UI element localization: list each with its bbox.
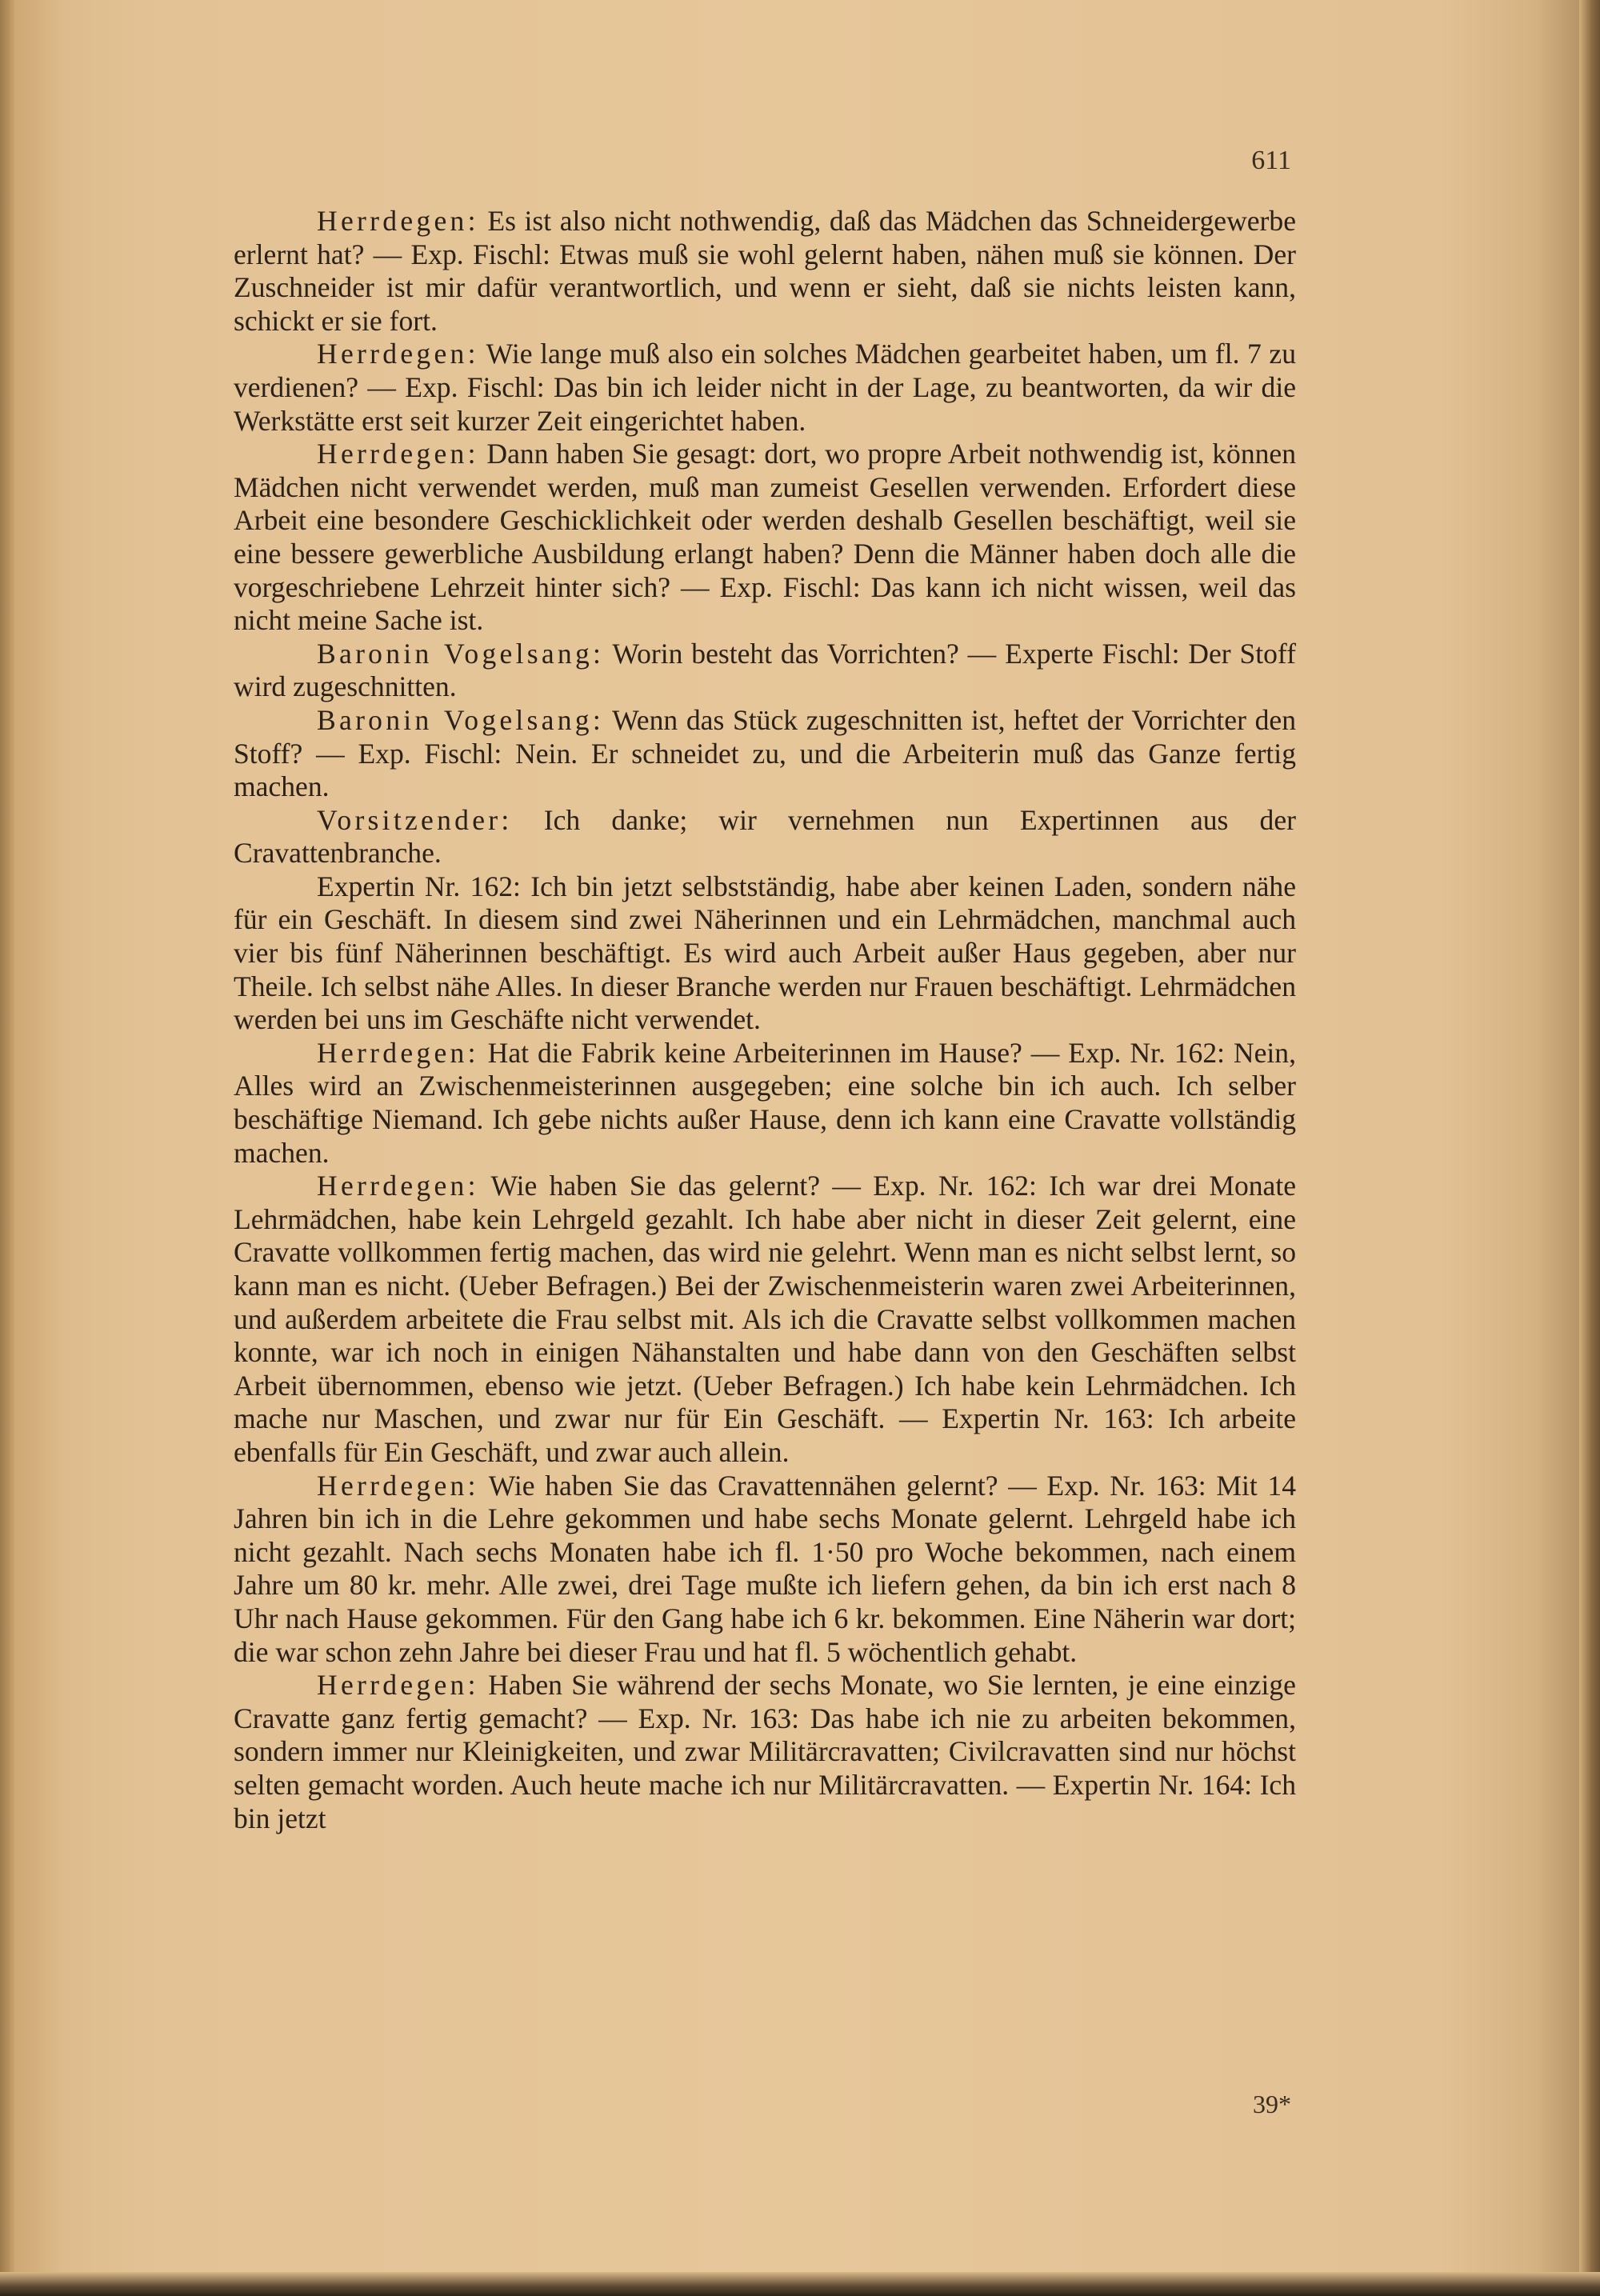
speaker-name: Herrdegen: xyxy=(317,438,479,470)
speaker-name: Herrdegen: xyxy=(317,1036,479,1069)
paragraph xyxy=(234,338,1296,438)
paragraph-text: Dann haben Sie gesagt: dort, wo propre Arbeit nothwendig ist, können Mädchen nicht verwendet werden, muß man zumeist Gesellen verwenden. Erfordert diese Arbeit eine besondere Geschicklichkeit oder werden deshalb Gesellen beschäftigt, weil sie eine bessere gewerbliche Ausbildung erlangt haben? Denn die Männer haben doch alle die vorgeschriebene Lehrzeit hinter sich? — Exp. Fischl: Das kann ich nicht wissen, weil das nicht meine Sache ist. xyxy=(234,438,1296,637)
paragraph-text: Expertin Nr. 162: Ich bin jetzt selbstständig, habe aber keinen Laden, sondern nähe für ein Geschäft. In diesem sind zwei Näherinnen und ein Lehrmädchen, manchmal auch vier bis fünf Näherinnen beschäftigt. Es wird auch Arbeit außer Haus gegeben, aber nur Theile. Ich selbst nähe Alles. In dieser Branche werden nur Frauen beschäftigt. Lehrmädchen werden bei uns im Geschäfte nicht verwendet. xyxy=(234,870,1296,1036)
speaker-name: Baronin Vogelsang: xyxy=(317,637,605,670)
speaker-name: Baronin Vogelsang: xyxy=(317,703,605,736)
paragraph xyxy=(234,1170,1296,1469)
speaker-name: Herrdegen: xyxy=(317,205,479,237)
speaker-name: Vorsitzender: xyxy=(317,803,513,836)
speaker-name: Herrdegen: xyxy=(317,1170,479,1202)
body-text xyxy=(234,205,1296,1835)
paragraph xyxy=(234,870,1296,1037)
page-gutter xyxy=(0,0,14,2296)
paragraph-text: Hat die Fabrik keine Arbeiterinnen im Hause? — Exp. Nr. 162: Nein, Alles wird an Zwischenmeisterinnen ausgegeben; eine solche bin ich auch. Ich selber beschäftige Niemand. Ich gebe nichts außer Hause, denn ich kann eine Cravatte vollständig machen. xyxy=(234,1036,1296,1169)
speaker-name: Herrdegen: xyxy=(317,338,479,370)
speaker-name: Herrdegen: xyxy=(317,1469,479,1502)
page-edge-right xyxy=(1579,0,1600,2296)
paragraph-text: Es ist also nicht nothwendig, daß das Mädchen das Schneidergewerbe erlernt hat? — Exp. Fischl: Etwas muß sie wohl gelernt haben, nähen muß sie können. Der Zuschneider ist mir dafür verantwortlich, und wenn er sieht, daß sie nichts leisten kann, schickt er sie fort. xyxy=(234,205,1296,337)
paragraph xyxy=(234,438,1296,638)
paragraph xyxy=(234,1037,1296,1170)
sheet-signature: 39* xyxy=(1253,2090,1291,2118)
paragraph xyxy=(234,205,1296,338)
paragraph-text: Ich danke; wir vernehmen nun Expertinnen aus der Cravattenbranche. xyxy=(234,803,1296,870)
paragraph-text: Haben Sie während der sechs Monate, wo Sie lernten, je eine einzige Cravatte ganz fertig gemacht? — Exp. Nr. 163: Das habe ich nie zu arbeiten bekommen, sondern immer nur Kleinigkeiten, und zwar Militärcravatten; Civilcravatten sind nur höchst selten gemacht worden. Auch heute mache ich nur Militärcravatten. — Expertin Nr. 164: Ich bin jetzt xyxy=(234,1669,1296,1834)
paragraph xyxy=(234,1669,1296,1835)
paragraph xyxy=(234,638,1296,704)
paragraph xyxy=(234,704,1296,804)
paragraph-text: Wie lange muß also ein solches Mädchen gearbeitet haben, um fl. 7 zu verdienen? — Exp. Fischl: Das bin ich leider nicht in der Lage, zu beantworten, da wir die Werkstätte erst seit kurzer Zeit eingerichtet haben. xyxy=(234,338,1296,437)
paragraph-text: Wenn das Stück zugeschnitten ist, heftet der Vorrichter den Stoff? — Exp. Fischl: Nein. Er schneidet zu, und die Arbeiterin muß das Ganze fertig machen. xyxy=(234,703,1296,803)
paragraph-text: Wie haben Sie das Cravattennähen gelernt? — Exp. Nr. 163: Mit 14 Jahren bin ich in die Lehre gekommen und habe sechs Monate gelernt. Lehrgeld habe ich nicht gezahlt. Nach sechs Monaten habe ich fl. 1·50 pro Woche bekommen, nach einem Jahre um 80 kr. mehr. Alle zwei, drei Tage mußte ich liefern gehen, da bin ich erst nach 8 Uhr nach Hause gekommen. Für den Gang habe ich 6 kr. bekommen. Eine Näherin war dort; die war schon zehn Jahre bei dieser Frau und hat fl. 5 wöchentlich gehabt. xyxy=(234,1469,1296,1668)
page-edge-bottom xyxy=(0,2272,1600,2296)
paragraph-text: Worin besteht das Vorrichten? — Experte Fischl: Der Stoff wird zugeschnitten. xyxy=(234,637,1296,703)
paragraph-text: Wie haben Sie das gelernt? — Exp. Nr. 162: Ich war drei Monate Lehrmädchen, habe kein Lehrgeld gezahlt. Ich habe aber nicht in dieser Zeit gelernt, eine Cravatte vollkommen fertig machen, das wird nie gelehrt. Wenn man es nicht selbst lernt, so kann man es nicht. (Ueber Befragen.) Bei der Zwischenmeisterin waren zwei Arbeiterinnen, und außerdem arbeitete die Frau selbst mit. Als ich die Cravatte selbst vollkommen machen konnte, war ich noch in einigen Nähanstalten und habe dann von den Geschäften selbst Arbeit übernommen, ebenso wie jetzt. (Ueber Befragen.) Ich habe kein Lehrmädchen. Ich mache nur Maschen, und zwar nur für Ein Geschäft. — Expertin Nr. 163: Ich arbeite ebenfalls für Ein Geschäft, und zwar auch allein. xyxy=(234,1170,1296,1468)
paragraph xyxy=(234,1470,1296,1670)
paragraph xyxy=(234,804,1296,870)
speaker-name: Herrdegen: xyxy=(317,1669,479,1702)
page-number: 611 xyxy=(1251,146,1291,175)
